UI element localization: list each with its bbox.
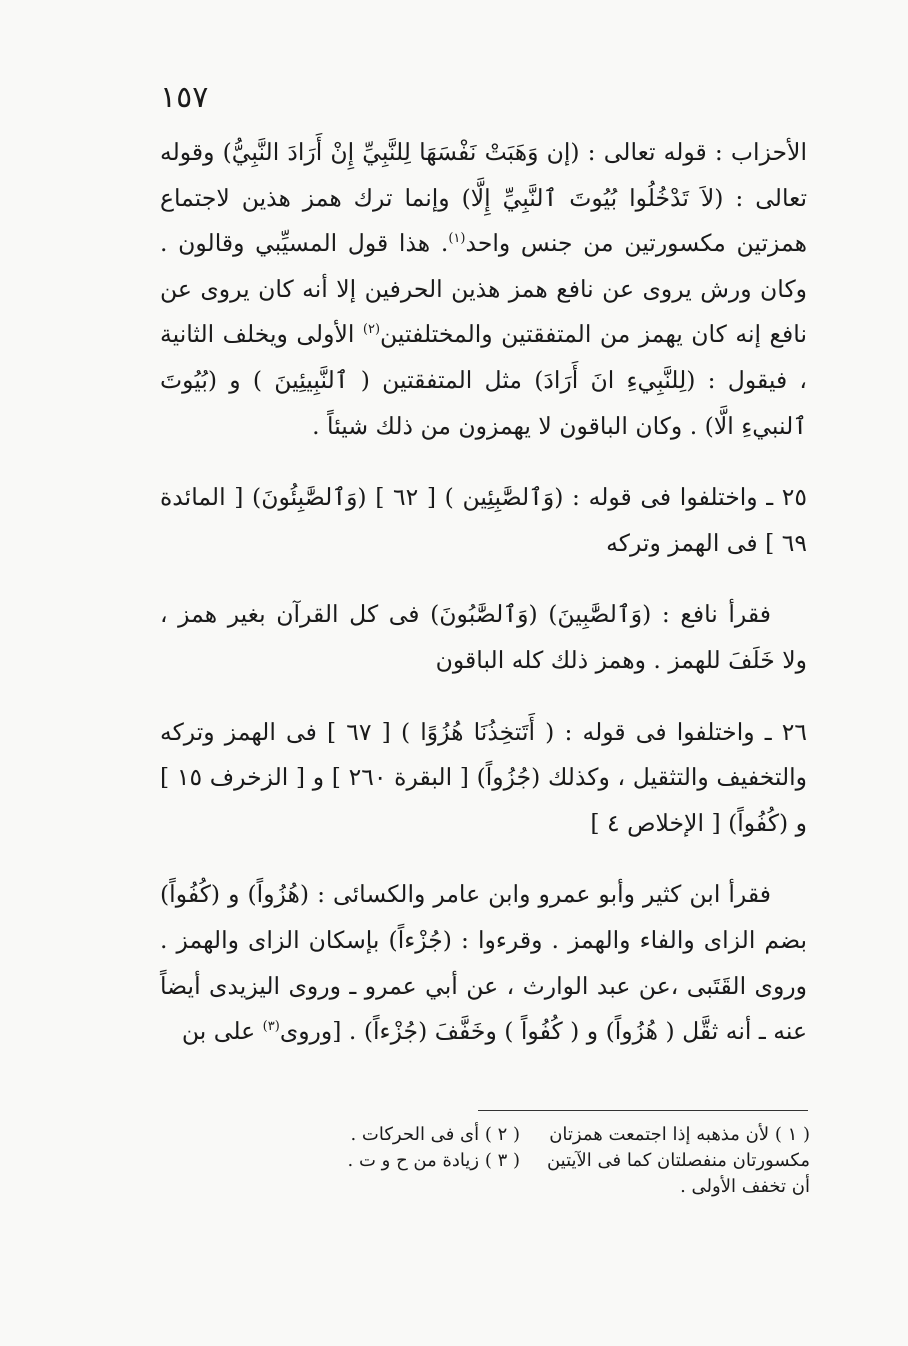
page-number: ١٥٧ [160, 80, 209, 115]
footnote-row [260, 1148, 810, 1174]
main-text-body [160, 130, 807, 1055]
footnote-row [260, 1174, 810, 1200]
footnotes [260, 1122, 810, 1200]
text-run: فقرأ ابن كثير وأبو عمرو وابن عامر والكسائى : (هُزُواً) و (كُفُواً) بضم الزاى والفاء والهمز . وقرءوا : (جُزْءاً) بإسكان الزاى والهمز . وروى القَتَبى ،عن عبد الوارث ، عن أبي عمرو ـ وروى اليزيدى أيضاً عنه ـ أنه ثقَّل ( هُزُواً) و ( كُفُواً ) وخَفَّفَ (جُزْءاً) . [وروى [160, 880, 807, 1046]
paragraph [160, 710, 807, 847]
text-run: على بن [181, 1017, 263, 1046]
text-run: . هذا قول المسيِّبي وقالون . وكان ورش يروى عن نافع همز هذين الحرفين إلا أنه كان يروى عن نافع إنه كان يهمز من المتفقتين والمختلفتين [160, 229, 807, 349]
paragraph [160, 130, 807, 449]
footnote-ref-2: (٢) [362, 322, 381, 338]
text-run: فقرأ نافع : (وَٱلصَّٰبِينَ) (وَٱلصَّٰبُونَ) فى كل القرآن بغير همز ، ولا خَلَفَ للهمز . وهمز ذلك كله الباقون [160, 600, 807, 674]
footnote-ref-3: (٣) [262, 1019, 280, 1035]
footnote-row [260, 1122, 810, 1148]
footnote-1: ( ١ ) لأن مذهبه إذا اجتمعت همزتان [549, 1124, 810, 1145]
text-run: الأولى ويخلف الثانية ، فيقول : (لِلنَّبِيءِ انَ أَرَادَ) مثل المتفقتين ( ٱلنَّبِيئِينَ ) و (بُيُوتَ ٱلنبيءِ الَّا) . وكان الباقون لا يهمزون من ذلك شيئاً . [160, 320, 807, 440]
footnote-1-end: أن تخفف الأولى . [680, 1176, 810, 1197]
footnote-3: ( ٣ ) زيادة من ح و ت . [347, 1150, 520, 1171]
footnote-ref-1: (١) [448, 231, 466, 247]
text-run: ٢٥ ـ واختلفوا فى قوله : (وَٱلصَّٰبِئِين ) [ ٦٢ ] (وَٱلصَّٰبِئُونَ) [ المائدة ٦٩ ] فى الهمز وتركه [160, 483, 807, 557]
text-run: الأحزاب : قوله تعالى : (إن وَهَبَتْ نَفْسَهَا لِلنَّبِيِّ إِنْ أَرَادَ النَّبِيُّ) وقوله تعالى : (لاَ تَدْخُلُوا بُيُوتَ ٱلنَّبِيِّ إِلَّا) وإنما ترك همز هذين لاجتماع همزتين مكسورتين من جنس واحد [160, 138, 807, 258]
footnote-separator [478, 1110, 808, 1111]
footnote-1-continued: مكسورتان منفصلتان كما فى الآيتين [546, 1150, 810, 1171]
paragraph [160, 592, 807, 683]
footnote-2: ( ٢ ) أى فى الحركات . [350, 1124, 520, 1145]
paragraph [160, 475, 807, 566]
text-run: ٢٦ ـ واختلفوا فى قوله : ( أَتَتخِذُنَا هُزُوًا ) [ ٦٧ ] فى الهمز وتركه والتخفيف والتثقيل ، وكذلك (جُزُواً) [ البقرة ٢٦٠ ] و [ الزخرف ١٥ ] و (كُفُواً) [ الإخلاص ٤ ] [160, 717, 808, 837]
paragraph [160, 872, 807, 1054]
